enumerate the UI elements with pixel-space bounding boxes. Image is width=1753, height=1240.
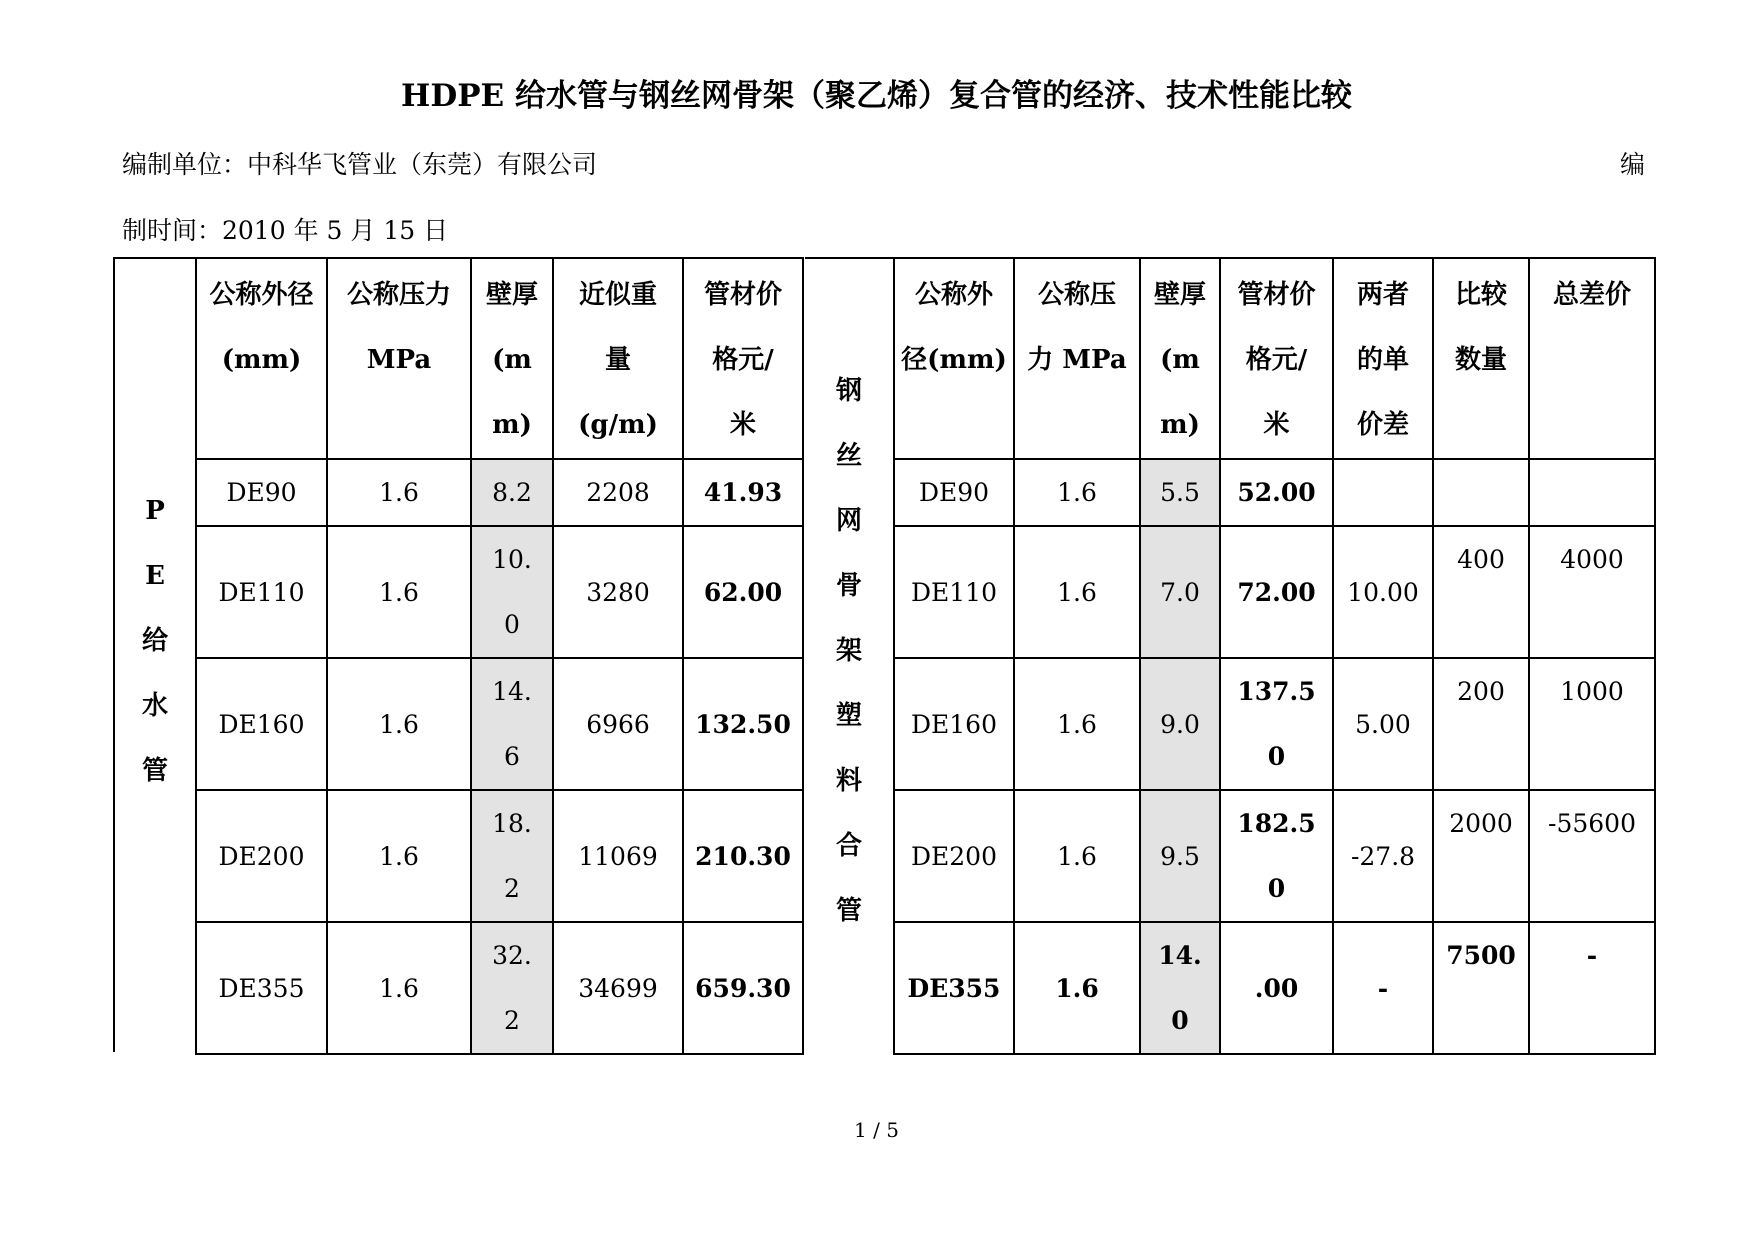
pe-weight-cell: 11069 bbox=[553, 790, 683, 922]
pe-diameter-cell: DE200 bbox=[196, 790, 327, 922]
steel-wall-cell bbox=[1140, 922, 1220, 1054]
cell-text-line: m) bbox=[1160, 410, 1200, 440]
table-row bbox=[196, 459, 803, 526]
steel-total-diff-cell: 4000 bbox=[1529, 526, 1655, 658]
pe-price-cell bbox=[683, 922, 803, 1054]
cell-text-line: 径(mm) bbox=[901, 345, 1007, 375]
pe-price-cell bbox=[683, 790, 803, 922]
pe-pressure-cell: 1.6 bbox=[327, 922, 471, 1054]
steel-pressure-cell: 1.6 bbox=[1014, 790, 1140, 922]
cell-text-line: 公称外径 bbox=[209, 280, 314, 310]
steel-unit-diff-cell: 10.00 bbox=[1333, 526, 1433, 658]
cell-text-line: 量 bbox=[604, 345, 631, 375]
side-label-char: 管 bbox=[835, 896, 862, 926]
pe-header-diameter bbox=[196, 258, 327, 459]
steel-total-diff-cell: -55600 bbox=[1529, 790, 1655, 922]
cell-text-line: (m bbox=[492, 345, 532, 375]
steel-price-cell bbox=[1220, 922, 1333, 1054]
compiler-unit: 编制单位：中科华飞管业（东莞）有限公司 bbox=[122, 150, 598, 179]
cell-text-line: 2 bbox=[504, 1006, 520, 1035]
cell-text-line: 7.0 bbox=[1160, 577, 1200, 607]
pe-pressure-cell: 1.6 bbox=[327, 459, 471, 526]
pe-wall-cell bbox=[471, 658, 553, 790]
cell-text-line: 两者 bbox=[1356, 280, 1409, 310]
pe-weight-cell: 34699 bbox=[553, 922, 683, 1054]
steel-price-cell bbox=[1220, 459, 1333, 526]
pe-weight-cell: 6966 bbox=[553, 658, 683, 790]
steel-side-label bbox=[805, 359, 893, 944]
steel-header-pressure bbox=[1014, 258, 1140, 459]
table-row bbox=[894, 526, 1655, 658]
side-label-char: E bbox=[145, 561, 165, 591]
cell-text-line: 132.50 bbox=[695, 709, 791, 739]
steel-pipe-table bbox=[893, 257, 1656, 1055]
pe-wall-cell bbox=[471, 459, 553, 526]
pe-diameter-cell: DE355 bbox=[196, 922, 327, 1054]
cell-text-line: 0 bbox=[1267, 742, 1286, 771]
pe-diameter-cell: DE160 bbox=[196, 658, 327, 790]
side-label-char: 料 bbox=[835, 766, 862, 796]
pe-diameter-cell: DE110 bbox=[196, 526, 327, 658]
steel-header-wall bbox=[1140, 258, 1220, 459]
steel-total-diff-cell: - bbox=[1529, 922, 1655, 1054]
steel-total-diff-cell: 1000 bbox=[1529, 658, 1655, 790]
cell-text-line: 62.00 bbox=[703, 577, 783, 607]
cell-text-line: 壁厚 bbox=[485, 280, 538, 310]
cell-text-line: 659.30 bbox=[695, 973, 791, 1003]
cell-text-line: m) bbox=[492, 410, 532, 440]
pe-header-wall bbox=[471, 258, 553, 459]
cell-text-line: 总差价 bbox=[1552, 280, 1631, 310]
steel-quantity-cell: 200 bbox=[1433, 658, 1529, 790]
pe-header-price bbox=[683, 258, 803, 459]
cell-text-line: 价差 bbox=[1356, 410, 1409, 440]
steel-diameter-cell: DE110 bbox=[894, 526, 1014, 658]
page-title: HDPE 给水管与钢丝网骨架（聚乙烯）复合管的经济、技术性能比较 bbox=[401, 78, 1352, 114]
steel-price-cell bbox=[1220, 790, 1333, 922]
cell-text-line: 14. bbox=[492, 677, 532, 706]
steel-diameter-cell: DE160 bbox=[894, 658, 1014, 790]
steel-diameter-cell: DE355 bbox=[894, 922, 1014, 1054]
side-label-char: 丝 bbox=[835, 441, 862, 471]
cell-text-line: 近似重 bbox=[578, 280, 657, 310]
cell-text-line: 力 MPa bbox=[1027, 345, 1127, 375]
cell-text-line: 比较 bbox=[1454, 280, 1507, 310]
cell-text-line: 格元/ bbox=[712, 345, 774, 375]
cell-text-line: 公称压 bbox=[1037, 280, 1116, 310]
side-label-char: P bbox=[145, 496, 165, 526]
table-row bbox=[196, 922, 803, 1054]
pe-pipe-table bbox=[195, 257, 804, 1055]
pe-header-pressure bbox=[327, 258, 471, 459]
cell-text-line: 8.2 bbox=[492, 478, 532, 507]
pe-price-cell bbox=[683, 526, 803, 658]
steel-unit-diff-cell bbox=[1333, 459, 1433, 526]
cell-text-line: 137.5 bbox=[1237, 677, 1316, 706]
pe-pressure-cell: 1.6 bbox=[327, 526, 471, 658]
cell-text-line: 管材价 bbox=[703, 280, 782, 310]
side-label-char: 给 bbox=[141, 626, 168, 656]
steel-price-cell bbox=[1220, 526, 1333, 658]
table-row bbox=[196, 790, 803, 922]
pe-diameter-cell: DE90 bbox=[196, 459, 327, 526]
pe-side-label bbox=[115, 479, 195, 804]
cell-text-line: 41.93 bbox=[703, 478, 783, 507]
cell-text-line: (m bbox=[1160, 345, 1200, 375]
side-label-char: 钢 bbox=[835, 376, 862, 406]
steel-price-cell bbox=[1220, 658, 1333, 790]
cell-text-line: 米 bbox=[729, 410, 756, 440]
table-row bbox=[894, 658, 1655, 790]
cell-text-line: 0 bbox=[1171, 1006, 1189, 1035]
table-row bbox=[894, 459, 1655, 526]
steel-side-label-cell bbox=[805, 257, 893, 1057]
cell-text-line: (mm) bbox=[221, 345, 302, 375]
pe-price-cell bbox=[683, 658, 803, 790]
side-label-char: 管 bbox=[141, 756, 168, 786]
table-row bbox=[894, 790, 1655, 922]
pe-price-cell bbox=[683, 459, 803, 526]
steel-header-price bbox=[1220, 258, 1333, 459]
cell-text-line: 0 bbox=[1267, 874, 1286, 903]
side-label-char: 骨 bbox=[835, 571, 862, 601]
cell-text-line: 2 bbox=[504, 874, 520, 903]
cell-text-line: 6 bbox=[504, 742, 520, 771]
steel-wall-cell bbox=[1140, 790, 1220, 922]
table-row bbox=[894, 922, 1655, 1054]
cell-text-line: 米 bbox=[1263, 410, 1290, 440]
steel-header-unit-diff bbox=[1333, 258, 1433, 459]
pe-weight-cell: 2208 bbox=[553, 459, 683, 526]
cell-text-line: 5.5 bbox=[1160, 478, 1200, 507]
steel-header-quantity bbox=[1433, 258, 1529, 459]
steel-quantity-cell: 7500 bbox=[1433, 922, 1529, 1054]
cell-text-line: 的单 bbox=[1356, 345, 1409, 375]
cell-text-line: MPa bbox=[366, 345, 432, 375]
pe-weight-cell: 3280 bbox=[553, 526, 683, 658]
cell-text-line: 0 bbox=[504, 610, 520, 639]
cell-text-line: 32. bbox=[492, 941, 532, 970]
side-label-char: 水 bbox=[141, 691, 168, 721]
steel-pressure-cell: 1.6 bbox=[1014, 658, 1140, 790]
cell-text-line: 9.5 bbox=[1160, 841, 1200, 871]
pe-wall-cell bbox=[471, 790, 553, 922]
cell-text-line: 52.00 bbox=[1237, 478, 1316, 507]
steel-unit-diff-cell: -27.8 bbox=[1333, 790, 1433, 922]
page-number: 1 / 5 bbox=[854, 1118, 899, 1142]
cell-text-line: 9.0 bbox=[1160, 709, 1200, 739]
side-label-char: 架 bbox=[835, 636, 862, 666]
steel-pressure-cell: 1.6 bbox=[1014, 459, 1140, 526]
steel-pressure-cell: 1.6 bbox=[1014, 526, 1140, 658]
cell-text-line: 管材价 bbox=[1237, 280, 1316, 310]
cell-text-line: 72.00 bbox=[1237, 577, 1316, 607]
steel-diameter-cell: DE200 bbox=[894, 790, 1014, 922]
cell-text-line: 18. bbox=[492, 809, 532, 838]
table-row bbox=[196, 526, 803, 658]
side-label-char: 合 bbox=[835, 831, 862, 861]
steel-unit-diff-cell: 5.00 bbox=[1333, 658, 1433, 790]
cell-text-line: 公称压力 bbox=[346, 280, 451, 310]
steel-quantity-cell: 2000 bbox=[1433, 790, 1529, 922]
steel-diameter-cell: DE90 bbox=[894, 459, 1014, 526]
side-label-char: 网 bbox=[835, 506, 862, 536]
cell-text-line: 210.30 bbox=[695, 841, 791, 871]
steel-quantity-cell bbox=[1433, 459, 1529, 526]
pe-pressure-cell: 1.6 bbox=[327, 658, 471, 790]
cell-text-line: 壁厚 bbox=[1153, 280, 1206, 310]
steel-total-diff-cell bbox=[1529, 459, 1655, 526]
pe-side-label-cell bbox=[113, 257, 195, 1052]
pe-wall-cell bbox=[471, 922, 553, 1054]
pe-header-weight bbox=[553, 258, 683, 459]
steel-quantity-cell: 400 bbox=[1433, 526, 1529, 658]
steel-header-total-diff bbox=[1529, 258, 1655, 459]
steel-pressure-cell: 1.6 bbox=[1014, 922, 1140, 1054]
cell-text-line: 10. bbox=[492, 545, 532, 574]
steel-wall-cell bbox=[1140, 459, 1220, 526]
pe-pressure-cell: 1.6 bbox=[327, 790, 471, 922]
steel-wall-cell bbox=[1140, 526, 1220, 658]
steel-unit-diff-cell: - bbox=[1333, 922, 1433, 1054]
cell-text-line: 公称外 bbox=[914, 280, 993, 310]
compiler-unit-tail: 编 bbox=[1620, 150, 1646, 179]
steel-wall-cell bbox=[1140, 658, 1220, 790]
cell-text-line: .00 bbox=[1254, 973, 1299, 1003]
cell-text-line: 14. bbox=[1158, 941, 1202, 970]
table-row bbox=[196, 658, 803, 790]
compile-date: 制时间：2010 年 5 月 15 日 bbox=[122, 216, 449, 245]
cell-text-line: 182.5 bbox=[1237, 809, 1316, 838]
pe-wall-cell bbox=[471, 526, 553, 658]
steel-header-diameter bbox=[894, 258, 1014, 459]
side-label-char: 塑 bbox=[835, 701, 862, 731]
cell-text-line: 格元/ bbox=[1245, 345, 1308, 375]
cell-text-line: (g/m) bbox=[578, 410, 658, 440]
cell-text-line: 数量 bbox=[1454, 345, 1507, 375]
